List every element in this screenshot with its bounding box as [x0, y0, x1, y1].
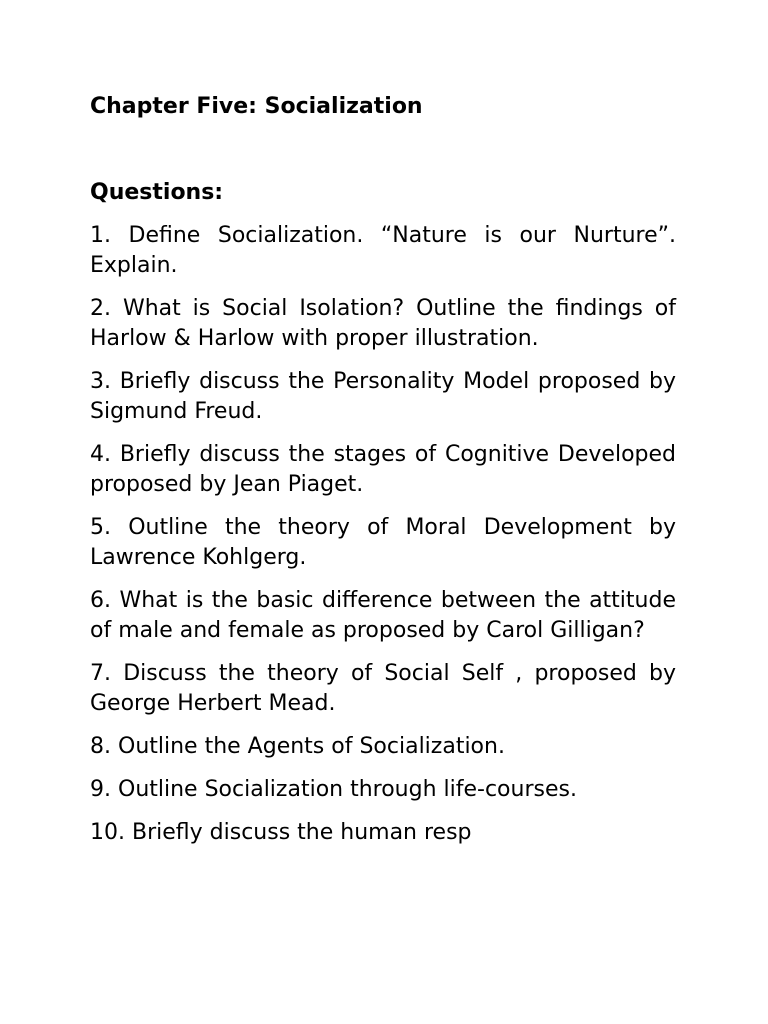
question-text: Discuss the theory of Social Self , proposed by George Herbert Mead. — [90, 661, 676, 716]
question-text: Define Socialization. “Nature is our Nurture”. Explain. — [90, 223, 676, 278]
question-item — [90, 440, 676, 500]
question-number: 2. — [90, 296, 111, 321]
question-item — [90, 732, 676, 762]
question-number: 8. — [90, 734, 111, 759]
question-item — [90, 659, 676, 719]
question-number: 5. — [90, 515, 111, 540]
question-number: 9. — [90, 777, 111, 802]
question-text: Outline the theory of Moral Development by Lawrence Kohlgerg. — [90, 515, 676, 570]
question-item — [90, 221, 676, 281]
question-list — [90, 221, 676, 848]
question-number: 10. — [90, 820, 125, 845]
question-text: Briefly discuss the human resp — [132, 820, 472, 845]
question-text: What is the basic difference between the attitude of male and female as proposed by Carol Gilligan? — [90, 588, 676, 643]
question-text: What is Social Isolation? Outline the findings of Harlow & Harlow with proper illustration. — [90, 296, 676, 351]
question-item — [90, 367, 676, 427]
question-item — [90, 586, 676, 646]
question-text: Outline the Agents of Socialization. — [118, 734, 505, 759]
question-text: Outline Socialization through life-courses. — [118, 777, 577, 802]
question-number: 3. — [90, 369, 111, 394]
question-item — [90, 775, 676, 805]
document-page — [90, 92, 676, 861]
questions-heading: Questions: — [90, 180, 224, 205]
question-text: Briefly discuss the Personality Model proposed by Sigmund Freud. — [90, 369, 676, 424]
question-text: Briefly discuss the stages of Cognitive Developed proposed by Jean Piaget. — [90, 442, 676, 497]
question-item — [90, 294, 676, 354]
chapter-title: Chapter Five: Socialization — [90, 94, 423, 119]
question-number: 6. — [90, 588, 111, 613]
question-item — [90, 818, 676, 848]
question-item — [90, 513, 676, 573]
question-number: 7. — [90, 661, 111, 686]
question-number: 1. — [90, 223, 111, 248]
question-number: 4. — [90, 442, 111, 467]
